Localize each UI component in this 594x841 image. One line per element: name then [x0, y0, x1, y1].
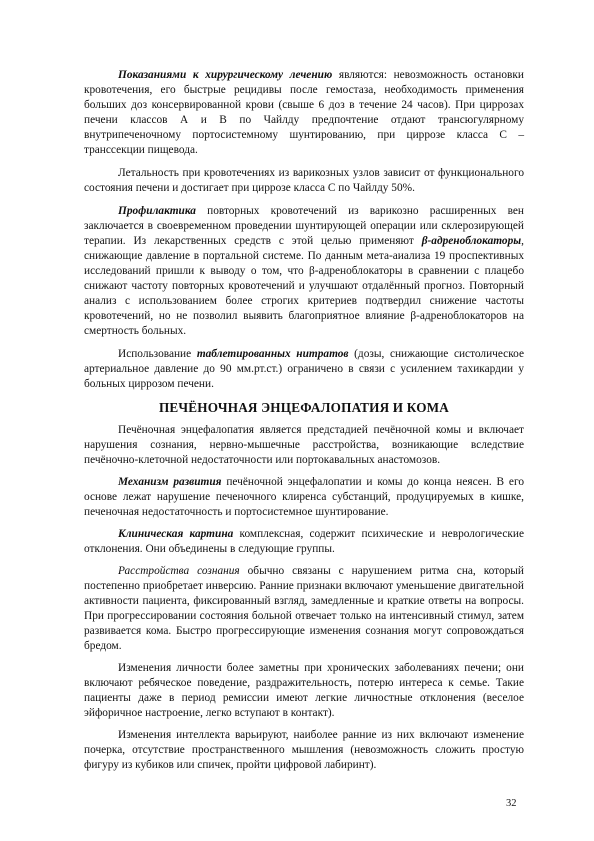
paragraph-consciousness: [84, 564, 524, 654]
paragraph-text: являются: невозможность остановки кровотечения, его быстрые рецидивы после гемостаза, необходимость применения больших доз консервированной крови (свыше 6 доз в течение 24 часов). При циррозах печени классов А и В по Чайлду предпочтение отдают трансюгулярному внутрипеченочному портосистемному шунтированию, при циррозе класса С – транссекции пищевода.: [84, 69, 524, 156]
paragraph-text: Использование: [118, 348, 197, 360]
paragraph-text: комплексная, содержит психические и неврологические отклонения. Они объединены в следующие группы.: [84, 528, 525, 555]
paragraph-text: Изменения личности более заметны при хронических заболеваниях печени; они включают ребяческое поведение, раздражительность, потерю интереса к семье. Такие пациенты даже в период ремиссии имеют легкие личностные отклонения (веселое эйфоричное настроение, легко вступают в контакт).: [84, 662, 524, 719]
lead-term: Профилактика: [118, 205, 196, 217]
page-body: [84, 68, 524, 780]
paragraph-text: Печёночная энцефалопатия является предстадией печёночной комы и включает нарушения сознания, нервно-мышечные расстройства, возникающие вследствие печёночно-клеточной недостаточности или портокавальных анастомозов.: [84, 424, 524, 466]
paragraph-text: (дозы, снижающие систолическое артериальное давление до 90 мм.рт.ст.) ограничено в связи с усилением тахикардии у больных циррозом печени.: [84, 348, 524, 390]
paragraph-prophylaxis: [84, 204, 524, 339]
paragraph-mortality: [84, 166, 524, 196]
paragraph-text: , снижающие давление в портальной системе. По данным мета-аиализа 19 проспективных исследований пришли к выводу о том, что β-адреноблокаторы в сравнении с плацебо снижают частоту повторных кровотечений и улучшают отдалённый прогноз. Повторный анализ с использованием более строгих критериев подтвердил снижение частоты кровотечений, но не позволил выявить благоприятное влияние β-адреноблокаторов на смертность больных.: [84, 235, 524, 337]
paragraph-nitrates: [84, 347, 524, 392]
italic-term: Расстройства сознания: [118, 565, 240, 577]
paragraph-personality: [84, 661, 524, 721]
paragraph-clinical-picture: [84, 527, 524, 557]
paragraph-definition: [84, 423, 524, 468]
lead-term: Показаниями к хирургическому лечению: [118, 69, 333, 81]
paragraph-text: повторных кровотечений из варикозно расширенных вен заключается в своевременном проведении шунтирующей операции или склерозирующей терапии. Из лекарственных средств с этой целью применяют: [84, 205, 524, 247]
lead-term: Клиническая картина: [118, 528, 234, 540]
paragraph-mechanism: [84, 475, 524, 520]
section-title: ПЕЧЁНОЧНАЯ ЭНЦЕФАЛОПАТИЯ И КОМА: [158, 400, 450, 415]
paragraph-text: обычно связаны с нарушением ритма сна, который постепенно приобретает инверсию. Ранние признаки включают уменьшение двигательной активности пациента, фиксированный взгляд, замедленные и краткие ответы на вопросы. При прогрессировании состояния больной отвечает только на интенсивный стимул, затем развивается кома. Быстро прогрессирующие изменения сознания могут сопровождаться бредом.: [84, 565, 524, 652]
lead-term-beta-blockers: β-адреноблокаторы: [421, 235, 522, 247]
paragraph-text: печёночной энцефалопатии и комы до конца неясен. В его основе лежат нарушение печеночного клиренса субстанций, продуцируемых в кишке, печеночная недостаточность и портосистемное шунтирование.: [84, 476, 524, 518]
paragraph-text: Летальность при кровотечениях из варикозных узлов зависит от функционального состояния печени и достигает при циррозе класса С по Чайлду 50%.: [84, 167, 524, 194]
paragraph-text: Изменения интеллекта варьируют, наиболее ранние из них включают изменение почерка, отсутствие пространственного мышления (невозможность сложить простую фигуру из кубиков или спичек, пройти цифровой лабиринт).: [84, 729, 524, 771]
lead-term: таблетированных нитратов: [196, 348, 349, 360]
paragraph-surgical-indications: [84, 68, 524, 158]
page-number: 32: [506, 798, 517, 809]
lead-term: Механизм развития: [118, 476, 222, 488]
paragraph-intellect: [84, 728, 524, 773]
